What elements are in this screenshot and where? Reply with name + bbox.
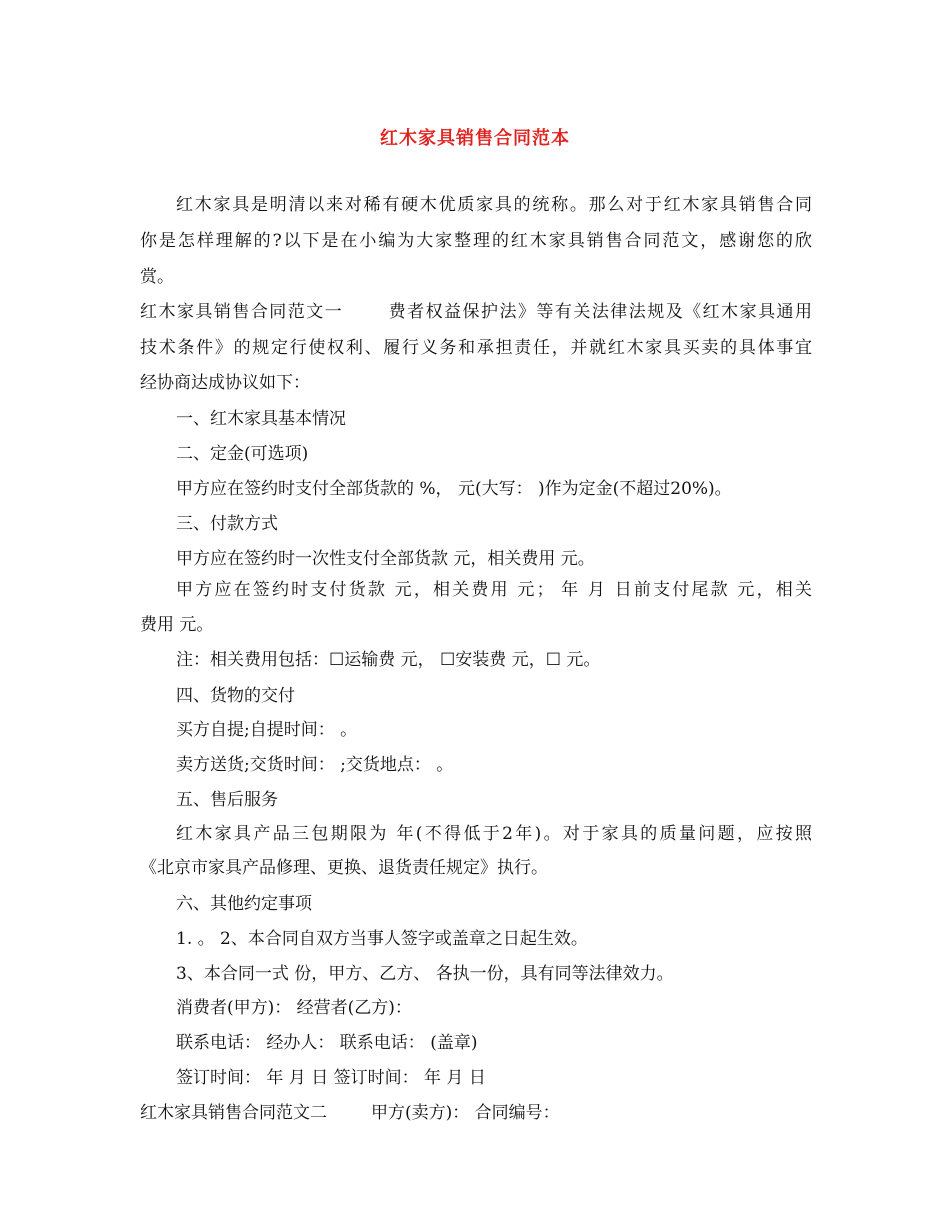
item-note: 注：相关费用包括：☐运输费 元， ☐安装费 元，☐ 元。 [176, 650, 601, 670]
item-payment-b-1: 甲方应在签约时支付货款 元，相关费用 元； 年 月 日前支付尾款 元，相关 [176, 580, 812, 600]
item-deposit-text: 甲方应在签约时支付全部货款的 %， 元(大写： )作为定金(不超过20%)。 [176, 479, 732, 499]
item-basic: 一、红木家具基本情况 [176, 409, 346, 429]
item-payment-b-2: 费用 元。 [140, 615, 214, 635]
item-pickup: 买方自提;自提时间： 。 [176, 720, 358, 740]
sign-parties: 消费者(甲方)： 经营者(乙方)： [176, 998, 412, 1018]
item-send: 卖方送货;交货时间： ;交货地点： 。 [176, 755, 454, 775]
section1-text-3: 经协商达成协议如下： [140, 373, 310, 393]
item-aftersale-1: 红木家具产品三包期限为 年(不得低于2年)。对于家具的质量问题，应按照 [176, 824, 812, 844]
item-deposit: 二、定金(可选项) [176, 444, 309, 464]
item-other: 六、其他约定事项 [176, 894, 312, 914]
item-delivery: 四、货物的交付 [176, 686, 295, 706]
section2-text: 甲方(卖方)： 合同编号： [371, 1103, 560, 1123]
item-aftersale-2: 《北京市家具产品修理、更换、退货责任规定》执行。 [140, 858, 548, 878]
section1-text-2: 技术条件》的规定行使权利、履行义务和承担责任，并就红木家具买卖的具体事宜 [140, 338, 812, 358]
section2-heading: 红木家具销售合同范文二 [140, 1103, 327, 1123]
item-payment-a: 甲方应在签约时一次性支付全部货款 元，相关费用 元。 [176, 549, 595, 569]
item-aftersale: 五、售后服务 [176, 790, 278, 810]
item-other-3: 3、本合同一式 份，甲方、乙方、 各执一份，具有同等法律效力。 [176, 964, 674, 984]
intro-line-1: 红木家具是明清以来对稀有硬木优质家具的统称。那么对于红木家具销售合同 [176, 195, 812, 215]
item-payment: 三、付款方式 [176, 514, 278, 534]
section1-first-line [140, 300, 812, 324]
sign-contacts: 联系电话： 经办人： 联系电话： (盖章) [176, 1033, 478, 1053]
section2-line [140, 1101, 812, 1125]
sign-dates: 签订时间： 年 月 日 签订时间： 年 月 日 [176, 1068, 486, 1088]
intro-line-3: 赏。 [140, 267, 174, 287]
intro-line-2: 你是怎样理解的?以下是在小编为大家整理的红木家具销售合同范文，感谢您的欣 [140, 231, 812, 251]
section1-text-1: 费者权益保护法》等有关法律法规及《红木家具通用 [387, 302, 813, 322]
document-title: 红木家具销售合同范本 [380, 128, 570, 149]
section1-heading: 红木家具销售合同范文一 [140, 302, 344, 322]
item-other-1: 1. 。 2、本合同自双方当事人签字或盖章之日起生效。 [176, 929, 588, 949]
